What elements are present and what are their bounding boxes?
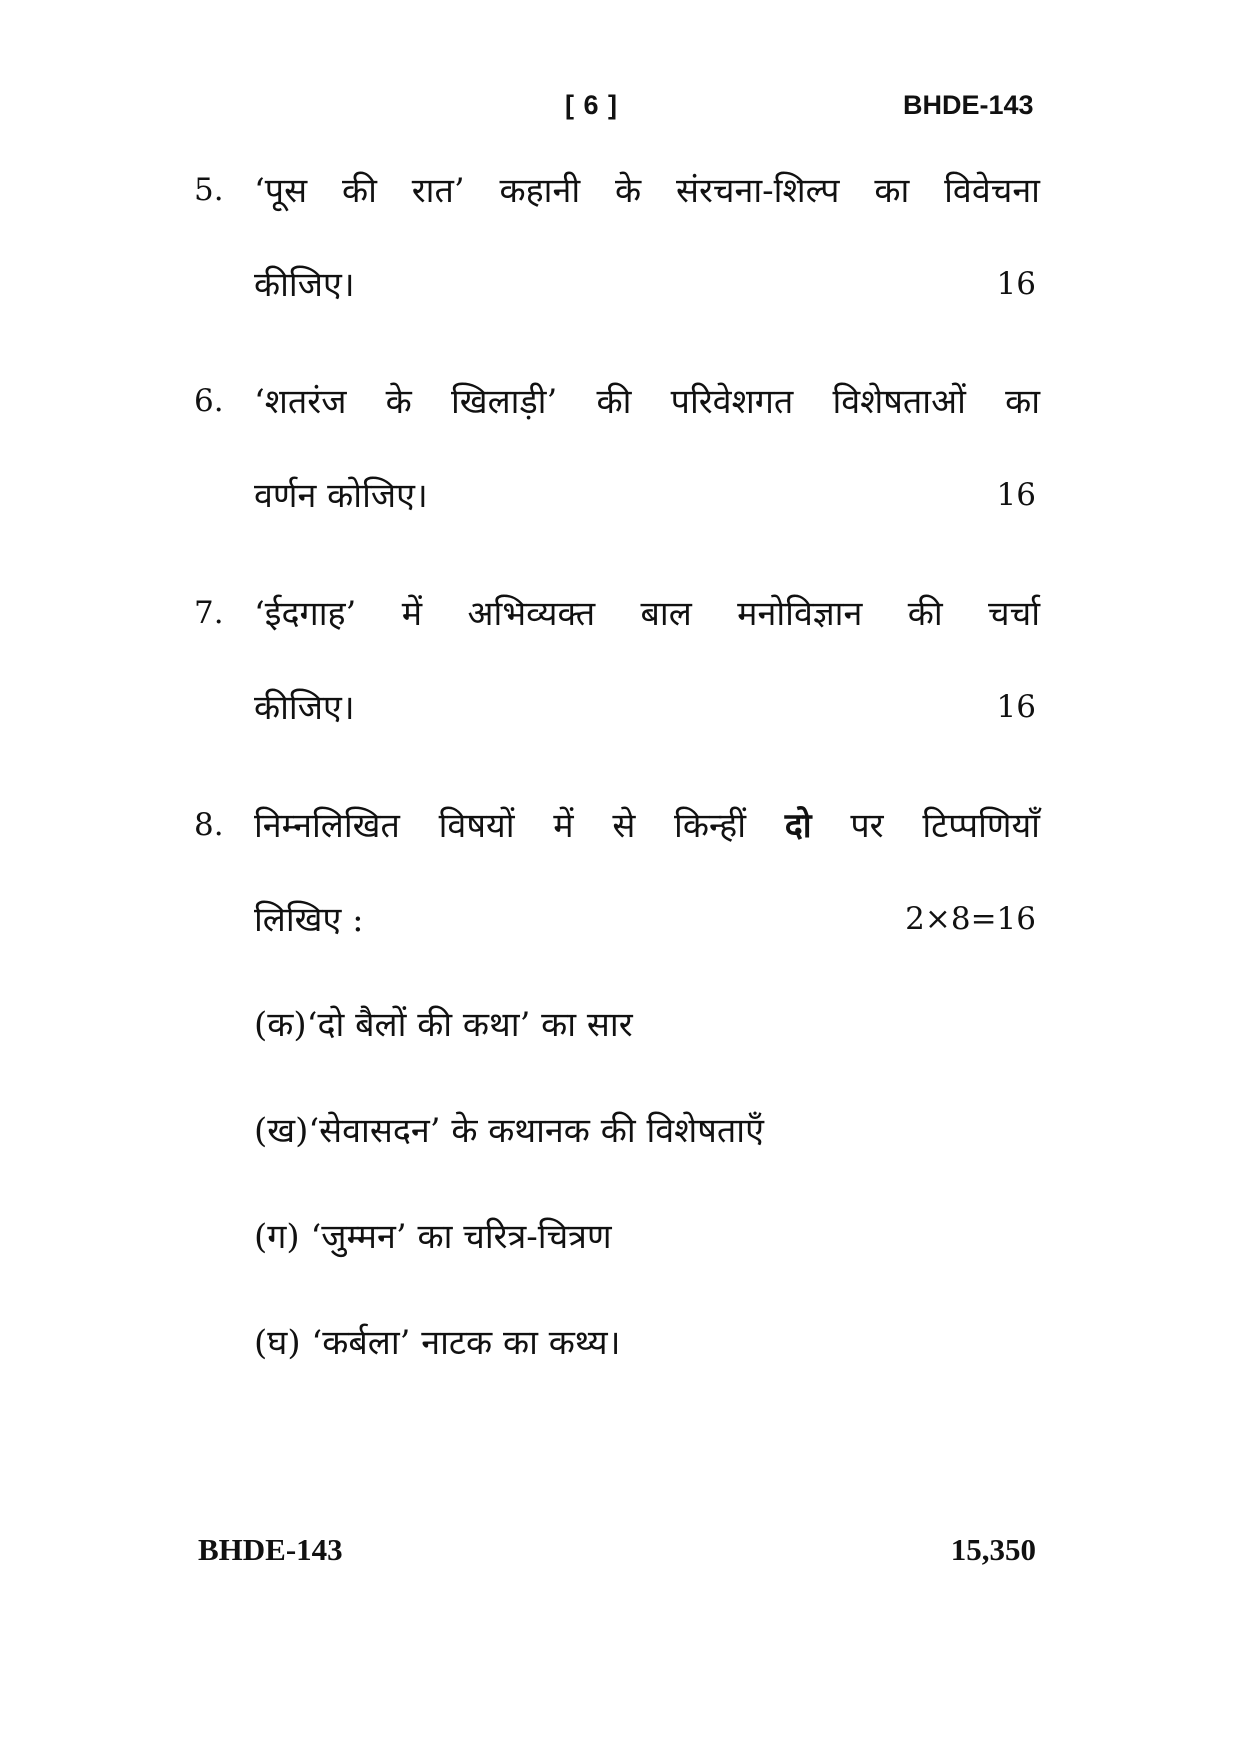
question-8-text-before: निम्नलिखित विषयों में से किन्हीं <box>254 806 746 846</box>
question-8-text <box>254 801 1040 847</box>
question-8-option-kha: (ख)‘सेवासदन’ के कथानक की विशेषताएँ <box>254 1111 764 1151</box>
question-7-text-cont: कीजिए। <box>254 688 355 728</box>
paper-code-footer: BHDE-143 <box>198 1532 343 1567</box>
question-5-number: 5. <box>194 172 224 208</box>
question-7-number: 7. <box>194 595 224 631</box>
question-6-text: ‘शतरंज के खिलाड़ी’ की परिवेशगत विशेषताओं का <box>254 382 1040 422</box>
copies-count: 15,350 <box>950 1532 1036 1567</box>
question-6-marks: 16 <box>996 477 1036 513</box>
question-5-text-cont: कीजिए। <box>254 265 355 305</box>
question-8-option-ga: (ग) ‘जुम्मन’ का चरित्र-चित्रण <box>254 1217 612 1257</box>
question-7-text: ‘ईदगाह’ में अभिव्यक्त बाल मनोविज्ञान की चर्चा <box>254 594 1040 634</box>
question-8-option-gha: (घ) ‘कर्बला’ नाटक का कथ्य। <box>254 1323 621 1363</box>
page-number: [ 6 ] <box>565 90 619 120</box>
question-7-marks: 16 <box>996 689 1036 725</box>
question-5-text: ‘पूस की रात’ कहानी के संरचना-शिल्प का विवेचना <box>254 171 1040 211</box>
paper-code-header: BHDE-143 <box>903 90 1034 120</box>
question-8-text-after: पर टिप्पणियाँ <box>850 806 1040 846</box>
question-8-emphasis: दो <box>784 806 812 846</box>
question-5-marks: 16 <box>996 266 1036 302</box>
question-8-option-ka: (क)‘दो बैलों की कथा’ का सार <box>254 1005 633 1045</box>
question-8-marks: 2×8=16 <box>905 901 1036 937</box>
question-8-number: 8. <box>194 807 224 843</box>
question-6-number: 6. <box>194 383 224 419</box>
question-8-text-cont: लिखिए : <box>254 900 364 940</box>
question-6-text-cont: वर्णन कोजिए। <box>254 476 428 516</box>
